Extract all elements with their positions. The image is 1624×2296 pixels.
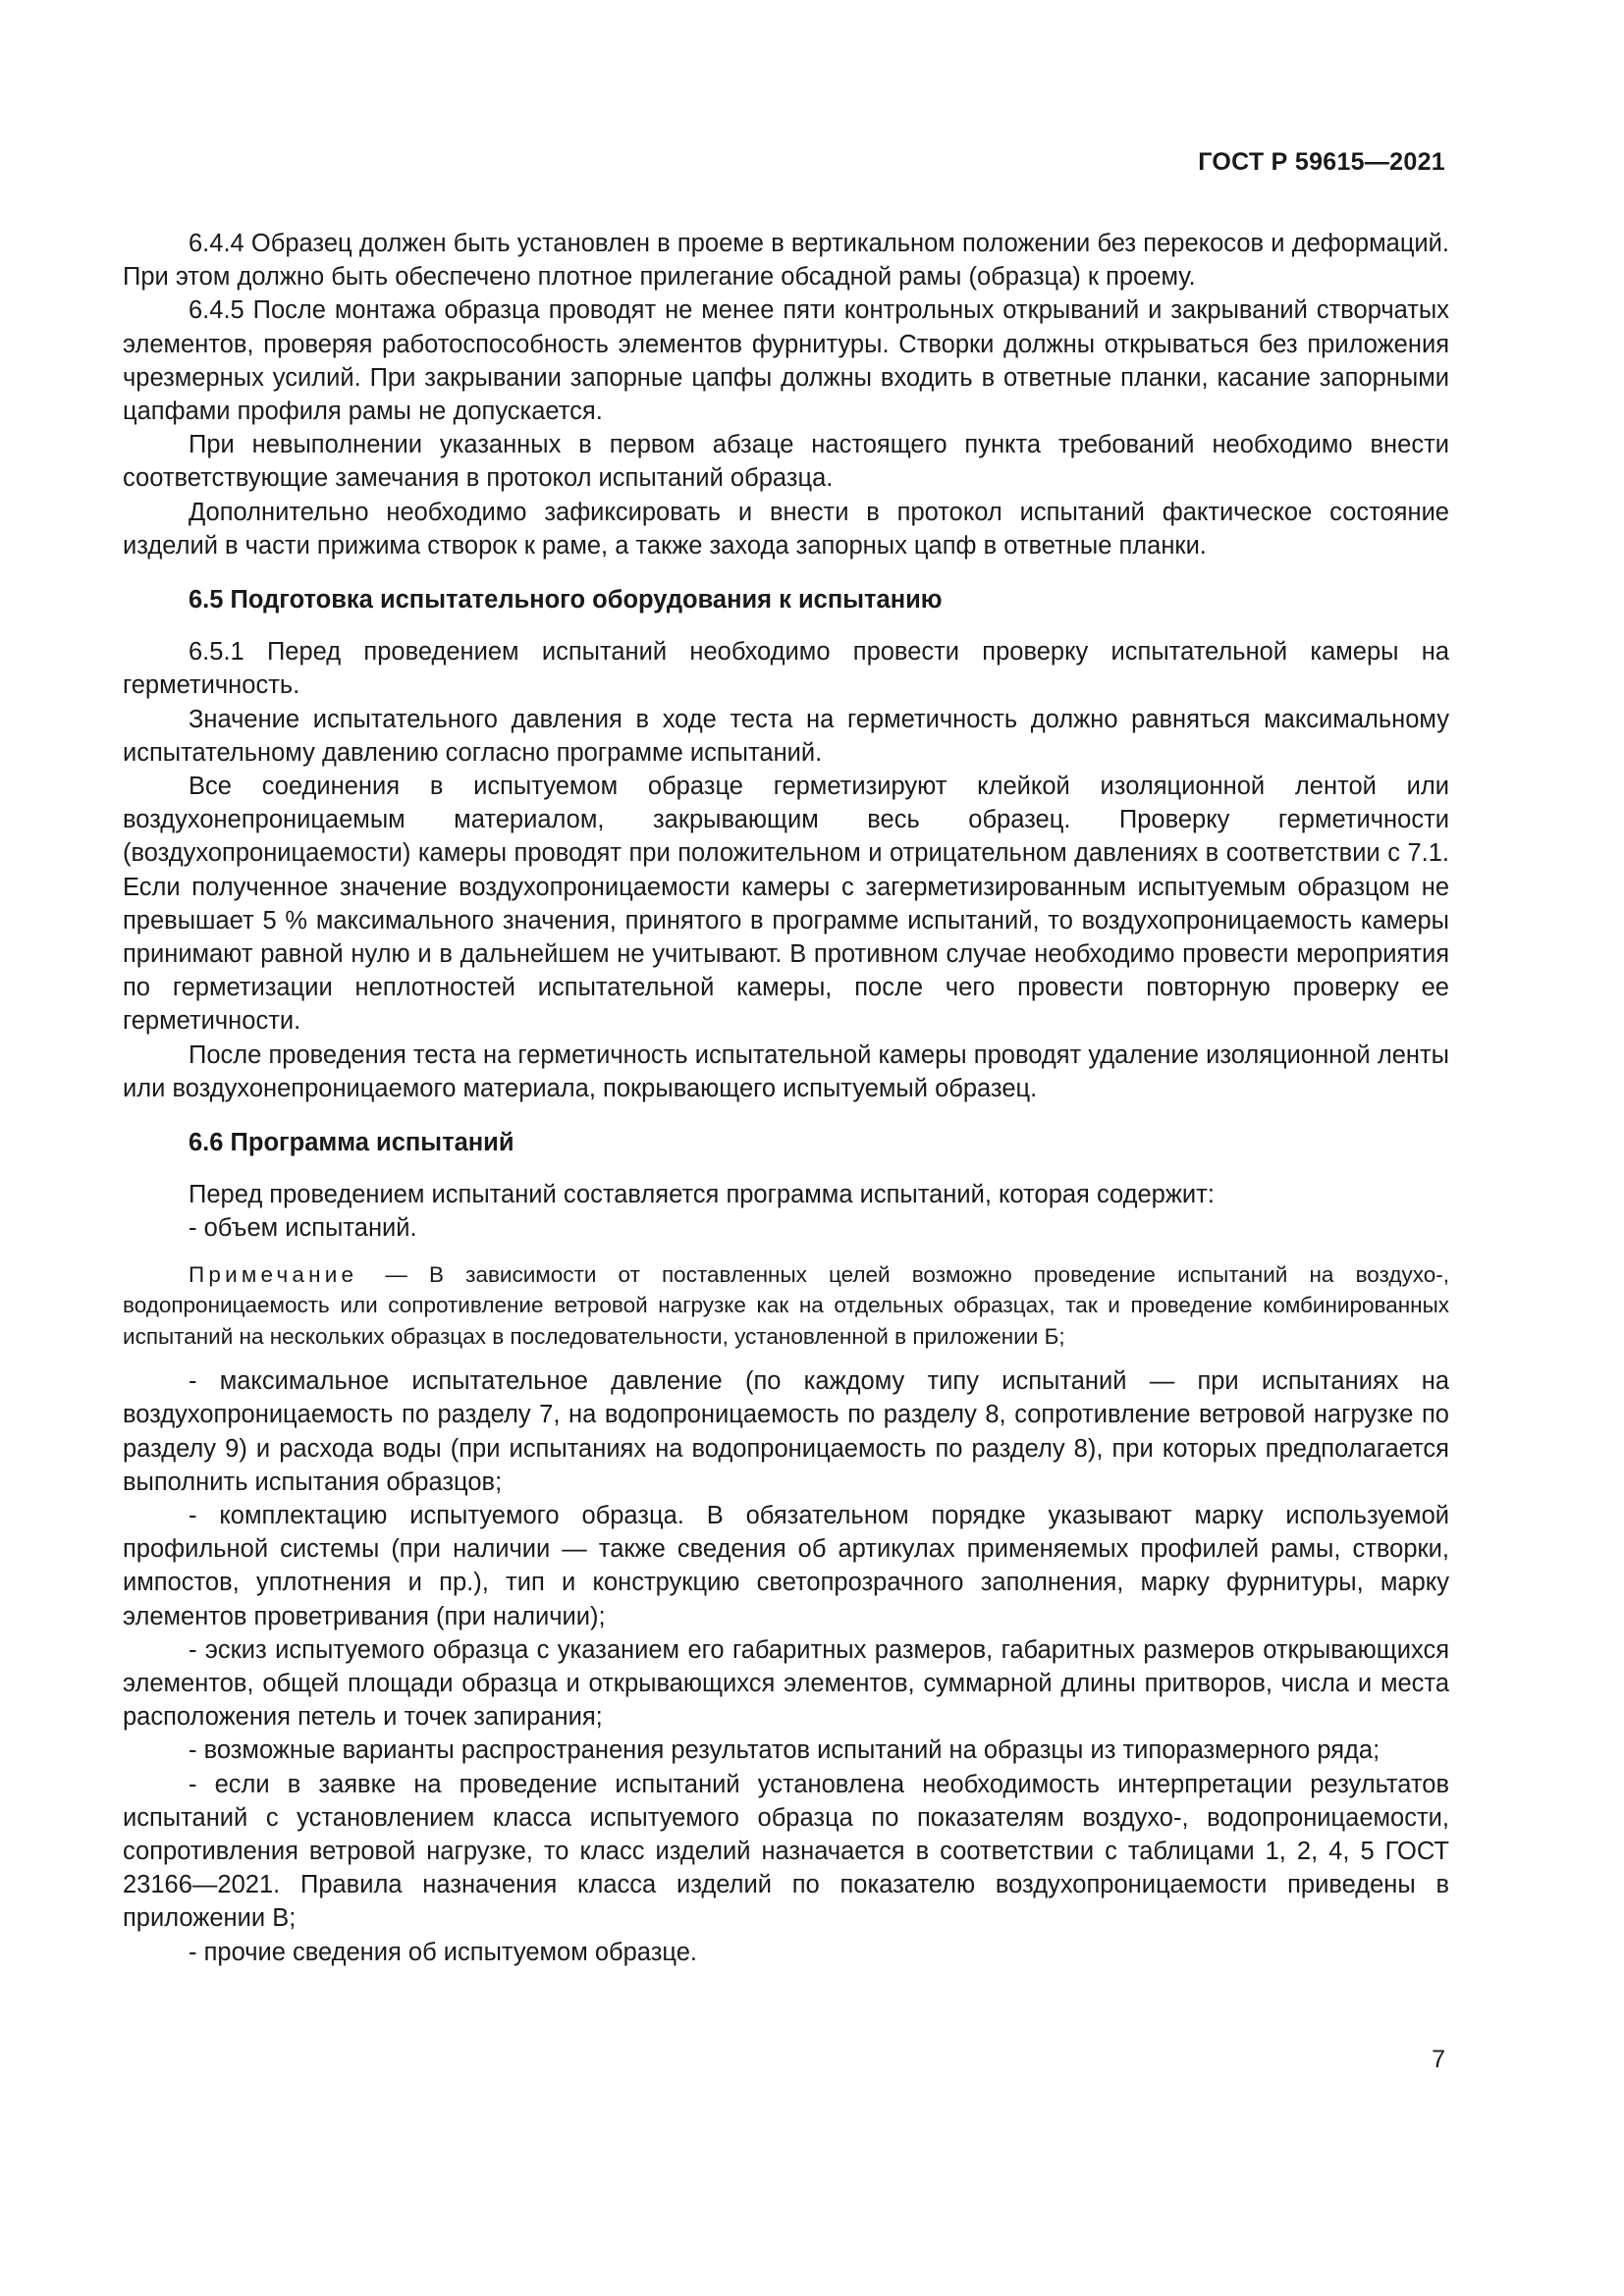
paragraph-joints-sealing: Все соединения в испытуемом образце герметизируют клейкой изоляционной лентой или воздухонепроницаемым материалом, закрывающим весь образец. Проверку герметичности (воздухопроницаемости) камеры проводят при положительном и отрицательном давлениях в соответствии с 7.1. Если полученное значение воздухопроницаемости камеры с загерметизированным испытуемым образцом не превышает 5 % максимального значения, принятого в программе испытаний, то воздухопроницаемость камеры принимают равной нулю и в дальнейшем не учитывают. В противном случае необходимо провести мероприятия по герметизации неплотностей испытательной камеры, после чего провести повторную проверку ее герметичности. <box>123 773 1449 1036</box>
heading-6-6: 6.6 Программа испытаний <box>189 1129 514 1157</box>
list-item-class: - если в заявке на проведение испытаний установлена необходимость интерпретации результатов испытаний с установлением класса испытуемого образца по показателям воздухо-, водопроницаемости, сопротивления ветровой нагрузке, то класс изделий назначается в соответствии с таблицами 1, 2, 4, 5 ГОСТ 23166—2021. Правила назначения класса изделий по показателю воздухопроницаемости приведены в приложении В; <box>123 1770 1449 1933</box>
heading-6-5: 6.5 Подготовка испытательного оборудования к испытанию <box>189 586 943 614</box>
list-item-configuration: - комплектацию испытуемого образца. В обязательном порядке указывают марку используемой профильной системы (при наличии — также сведения об артикулах применяемых профилей рамы, створки, импостов, уплотнения и пр.), тип и конструкцию светопрозрачного заполнения, марку фурнитуры, марку элементов проветривания (при наличии); <box>123 1502 1449 1630</box>
paragraph-6-5-1: 6.5.1 Перед проведением испытаний необходимо провести проверку испытательной камеры на герметичность. <box>123 638 1449 700</box>
paragraph-6-4-5: 6.4.5 После монтажа образца проводят не менее пяти контрольных открываний и закрываний створчатых элементов, проверяя работоспособность элементов фурнитуры. Створки должны открываться без приложения чрезмерных усилий. При закрывании запорные цапфы должны входить в ответные планки, касание запорными цапфами профиля рамы не допускается. <box>123 296 1449 426</box>
page-body <box>123 227 1449 1969</box>
page-number: 7 <box>1432 2046 1445 2073</box>
paragraph-test-pressure: Значение испытательного давления в ходе теста на герметичность должно равняться максимальному испытательному давлению согласно программе испытаний. <box>123 705 1449 767</box>
paragraph-6-4-4: 6.4.4 Образец должен быть установлен в проеме в вертикальном положении без перекосов и деформаций. При этом должно быть обеспечено плотное прилегание обсадной рамы (образца) к проему. <box>123 230 1449 292</box>
list-item-other: - прочие сведения об испытуемом образце. <box>189 1938 697 1966</box>
paragraph-after-test: После проведения теста на герметичность испытательной камеры проводят удаление изоляционной ленты или воздухонепроницаемого материала, покрывающего испытуемый образец. <box>123 1041 1449 1102</box>
list-item-variants: - возможные варианты распространения результатов испытаний на образцы из типоразмерного ряда; <box>189 1736 1380 1765</box>
note-text: — В зависимости от поставленных целей возможно проведение испытаний на воздухо-, водопроницаемость или сопротивление ветровой нагрузке как на отдельных образцах, так и проведение комбинированных испытаний на нескольких образцах в последовательности, установленной в приложении Б; <box>123 1261 1449 1349</box>
standard-designation: ГОСТ Р 59615—2021 <box>1198 148 1445 176</box>
list-item-max-pressure: - максимальное испытательное давление (по каждому типу испытаний — при испытаниях на воздухопроницаемость по разделу 7, на водопроницаемость по разделу 8, сопротивление ветровой нагрузке по разделу 9) и расхода воды (при испытаниях на водопроницаемость по разделу 8), при которых предполагается выполнить испытания образцов; <box>123 1367 1449 1496</box>
list-item-scope: - объем испытаний. <box>189 1214 417 1243</box>
paragraph-remarks: При невыполнении указанных в первом абзаце настоящего пункта требований необходимо внести соответствующие замечания в протокол испытаний образца. <box>123 431 1449 493</box>
note-label: Примечание <box>189 1261 358 1287</box>
paragraph-record: Дополнительно необходимо зафиксировать и внести в протокол испытаний фактическое состояние изделий в части прижима створок к раме, а также захода запорных цапф в ответные планки. <box>123 498 1449 560</box>
paragraph-program-intro: Перед проведением испытаний составляется программа испытаний, которая содержит: <box>189 1181 1215 1209</box>
note-block <box>123 1259 1449 1353</box>
list-item-sketch: - эскиз испытуемого образца с указанием его габаритных размеров, габаритных размеров открывающихся элементов, общей площади образца и открывающихся элементов, суммарной длины притворов, числа и места расположения петель и точек запирания; <box>123 1635 1449 1732</box>
